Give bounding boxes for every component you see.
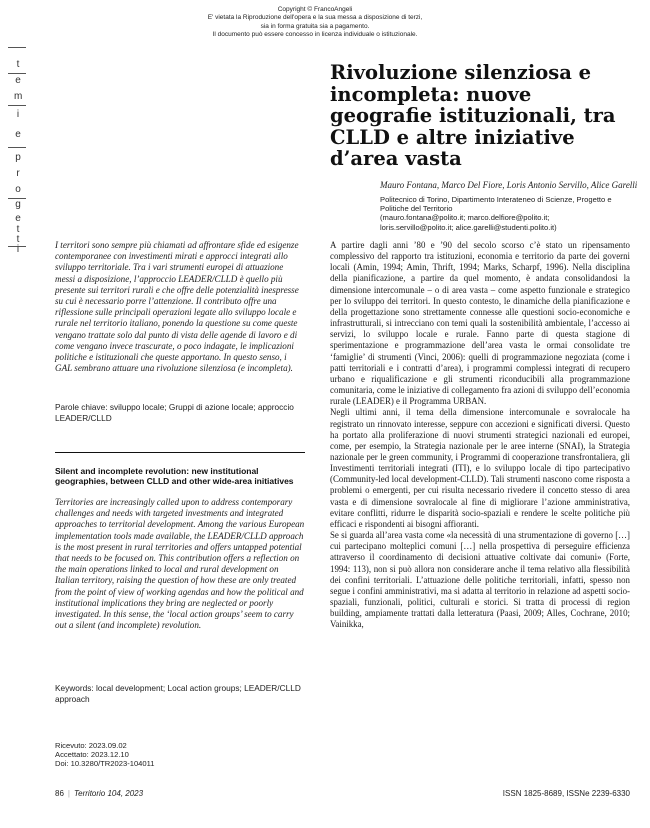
- submission-info: [55, 741, 305, 768]
- rail-letter: m: [14, 91, 23, 102]
- accepted-date: Accettato: 2023.12.10: [55, 750, 129, 759]
- issn: ISSN 1825-8689, ISSNe 2239-6330: [502, 789, 630, 798]
- abstract-italian: I territori sono sempre più chiamati ad affrontare sfide ed esigenze contemporanee con investimenti mirati e approcci integrati allo sviluppo territoriale. Tra i vari strumenti europei di attuazione messi a disposizione, l’approccio LEADER/CLLD è quello più presente sui territori rurali e che offre delle potenzialità inespresse su cui è necessario porre l’attenzione. Il contributo offre una riflessione sulle principali operazioni legate allo sviluppo locale e rurale nel territorio italiano, ponendo la questione su come queste vengano trattate solo dal punto di vista delle agende di lavoro e di come vengano invece trascurate, o poco indagate, le implicazioni politiche e istituzionali che queste apportano. In questo senso, i GAL sembrano attuare una rivoluzione silenziosa (e incompleta).: [55, 240, 299, 374]
- article-title: Rivoluzione silenziosa e incompleta: nuove geografie istituzionali, tra CLLD e altre iniziative d’area vasta: [330, 61, 616, 170]
- page-footer: [55, 789, 143, 798]
- author-affiliation: [380, 195, 640, 232]
- affiliation-line: Politiche del Territorio: [380, 204, 453, 214]
- rail-letter: r: [16, 168, 20, 179]
- rail-letter: i: [16, 244, 20, 255]
- affiliation-line: (mauro.fontana@polito.it; marco.delfiore@polito.it;: [380, 213, 550, 223]
- copyright-line: Il documento può essere concesso in licenza individuale o istituzionale.: [212, 30, 418, 38]
- copyright-line: Copyright © FrancoAngeli: [277, 6, 353, 13]
- keywords-english: Keywords: local development; Local action groups; LEADER/CLLD approach: [55, 683, 301, 704]
- abstract-divider: [55, 452, 305, 453]
- english-title: Silent and incomplete revolution: new institutional geographies, between CLLD and other wide-area initiatives: [55, 466, 294, 487]
- body-paragraph: A partire dagli anni ’80 e ’90 del secolo scorso c’è stato un ripensamento complessivo del rapporto tra istituzioni, economia e territorio da parte dei governi locali (Amin, 1994; Amin, Thrift, 1994; Marks, Scharpf, 1996). Nella disciplina della pianificazione, a partire da quel momento, è andata consolidandosi la dimensione intercomunale – o di area vasta – come aspetto funzionale e strategico per lo sviluppo dei territori. In questo contesto, le dinamiche della pianificazione e della progettazione sono strettamente connesse alle questioni socio-economiche e infrastrutturali, si intrecciano con temi quali la sostenibilità ambientale, l’accesso ai servizi, lo sviluppo locale e rurale. Fanno parte di questa stagione di sperimentazione e programmazione dell’area vasta le ormai consolidate tre ‘famiglie’ di strumenti (Vinci, 2006): quelli di programmazione negoziata (come i patti territoriali e i contratti d’area), i programmi complessi integrati di recupero urbano e riqualificazione e gli strumenti riconducibili alla programmazione comunitaria, come le iniziative di collegamento fra azioni di sviluppo dell’economia rurale (LEADER) e il Programma URBAN.: [330, 240, 630, 407]
- rail-rule: [8, 73, 26, 74]
- doi: Doi: 10.3280/TR2023-104011: [55, 759, 155, 768]
- article-body: [330, 240, 630, 792]
- rail-rule: [8, 105, 26, 106]
- rail-letter: g: [15, 199, 21, 210]
- rail-letter: e: [15, 75, 21, 86]
- journal-citation: Territorio 104, 2023: [73, 789, 144, 798]
- footer-separator: |: [67, 789, 70, 798]
- affiliation-line: Politecnico di Torino, Dipartimento Interateneo di Scienze, Progetto e: [380, 195, 612, 204]
- affiliation-line: loris.servillo@polito.it; alice.garelli@studenti.polito.it): [380, 222, 557, 232]
- rail-rule: [8, 47, 26, 48]
- rail-letter: t: [16, 224, 20, 235]
- rail-letter: o: [15, 184, 21, 195]
- rail-letter: e: [15, 129, 21, 140]
- page-number: 86: [55, 789, 64, 798]
- rail-letter: t: [16, 234, 20, 245]
- copyright-line: sia in forma gratuita sia a pagamento.: [260, 22, 370, 30]
- rail-letter: t: [16, 59, 20, 70]
- keywords-italian: Parole chiave: sviluppo locale; Gruppi di azione locale; approccio LEADER/CLLD: [55, 402, 294, 423]
- body-paragraph: Se si guarda all’area vasta come «la necessità di una strumentazione di governo […] cui partecipano molteplici comuni […] nella prospettiva di perseguire efficienza attraverso il coordinamento di decisioni attuative coltivate dai comuni» (Forte, 1994: 113), non si può allora non considerare anche il tema relativo alla flessibilità dei confini territoriali. L’attuazione delle politiche territoriali, infatti, spesso non segue i confini amministrativi, ma si adatta al territorio in relazione ad aspetti socio-spaziali, funzionali, politici, culturali e storici. Si tratta di processi di region building, ampiamente trattati dalla letteratura (Paasi, 2009; Alles, Cochrane, 2010; Vainikka,: [330, 530, 630, 630]
- received-date: Ricevuto: 2023.09.02: [55, 741, 127, 750]
- copyright-line: E' vietata la Riproduzione dell'opera e la sua messa a disposizione di terzi,: [207, 14, 423, 22]
- section-rail: [0, 47, 34, 255]
- copyright-notice: [150, 6, 480, 39]
- abstract-english: Territories are increasingly called upon to address contemporary challenges and needs with targeted investments and integrated approaches to territorial development. Among the various European implementation tools made available, the LEADER/CLLD approach is the most present in rural territories and offers untapped potential that needs to be focused on. This contribution offers a reflection on the main operations linked to local and rural development on Italian territory, raising the question of how these are only treated from the point of view of working agendas and how the political and institutional implications they bring are neglected or poorly investigated. In this sense, the ‘local action groups’ seem to carry out a silent (and incomplete) revolution.: [55, 497, 305, 631]
- article-authors: Mauro Fontana, Marco Del Fiore, Loris Antonio Servillo, Alice Garelli: [380, 180, 638, 190]
- rail-letter: p: [15, 152, 21, 163]
- rail-letter: i: [16, 109, 20, 120]
- rail-letter: e: [15, 213, 21, 224]
- rail-rule: [8, 147, 26, 148]
- body-paragraph: Negli ultimi anni, il tema della dimensione intercomunale e sovralocale ha registrato un rinnovato interesse, seppure con accezioni e significati diversi. Questo ha portato alla proliferazione di nuovi strumenti strategici nazionali ed europei, come, per esempio, la Strategia nazionale per le aree interne (SNAI), la Strategia nazionale per le green community, i Programmi di cooperazione transfrontaliera, gli Investimenti territoriali integrati (ITI), e lo sviluppo locale di tipo partecipativo (Community-led local development-CLLD). Tali strumenti nascono come risposta a problemi o emergenti, per cui risulta necessario rivedere il concetto stesso di area vasta e di dimensione sovralocale al fine di migliorare l’azione amministrativa, evitare conflitti, ridurre le disparità socio-spaziali e rendere le scelte politiche più efficaci e rispondenti ai bisogni affioranti.: [330, 407, 630, 529]
